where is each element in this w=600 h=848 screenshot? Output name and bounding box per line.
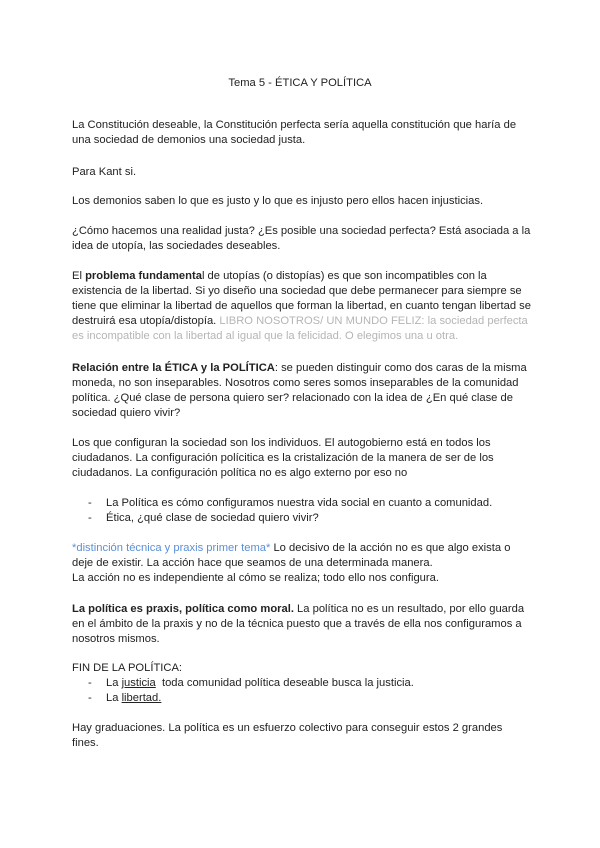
text-bold: problema fundamenta	[85, 270, 202, 282]
underlined-term: libertad.	[121, 692, 162, 704]
text-normal: Lo decisivo de la acción no es que algo exista o deje de existir. La acción hace que seamos de una determinada manera.	[72, 542, 511, 569]
paragraph-demonios: Los demonios saben lo que es justo y lo que es injusto pero ellos hacen injusticias.	[72, 195, 484, 207]
list-dash: -	[88, 677, 92, 689]
list-item-text: Ética, ¿qué clase de sociedad quiero vivir?	[106, 512, 319, 524]
paragraph-configuran: Los que configuran la sociedad son los individuos. El autogobierno está en todos los ciudadanos. La configuración polícitica es la cristalización de la manera de ser de los ciudadanos. La configuración política no es algo externo por eso no	[72, 437, 494, 479]
list-item-text: La	[106, 677, 122, 689]
paragraph-graduaciones: Hay graduaciones. La política es un esfuerzo colectivo para conseguir estos 2 grandes fines.	[72, 722, 503, 749]
list-item-text: toda comunidad política deseable busca la justicia.	[155, 677, 414, 689]
text-bold: Relación entre la ÉTICA y la POLÍTICA	[72, 362, 275, 374]
paragraph-accion	[72, 541, 532, 586]
text-normal: La acción no es independiente al cómo se realiza; todo ello nos configura.	[72, 572, 439, 584]
text-normal: La política no es un resultado, por ello guarda en el ámbito de la praxis y no de la técnica puesto que a través de ella nos configuramos a nosotros mismos.	[72, 603, 525, 645]
paragraph-problema-fundamental	[72, 269, 532, 344]
list-item	[88, 496, 528, 511]
text-normal: l de utopías (o distopías) es que son incompatibles con la existencia de la libertad. Si yo diseño una sociedad que debe permanecer para siempre se tiene que eliminar la libertad de aquellos que forman la libertad, en cuanto tengan libertad se destruirá esa utopía/distopía.	[72, 270, 531, 327]
text-normal: El	[72, 270, 86, 282]
text-normal: : se pueden distinguir como dos caras de la misma moneda, no son inseparables. Nosotros como seres somos inseparables de la comunidad política. ¿Qué clase de persona quiero ser? relacionado con la idea de ¿En qué clase de sociedad quiero vivir?	[72, 362, 527, 419]
text-blue-note: *distinción técnica y praxis primer tema*	[72, 542, 271, 554]
list-dash: -	[88, 497, 92, 509]
underlined-term: justicia	[121, 677, 156, 689]
list-item	[88, 691, 528, 706]
list-item-text: La	[106, 692, 122, 704]
document-title: Tema 5 - ÉTICA Y POLÍTICA	[228, 77, 372, 89]
list-dash: -	[88, 512, 92, 524]
paragraph-etica-politica	[72, 361, 532, 421]
list-item-text: La Política es cómo configuramos nuestra vida social en cuanto a comunidad.	[106, 497, 493, 509]
fin-heading: FIN DE LA POLÍTICA:	[72, 662, 183, 674]
paragraph-realidad-justa: ¿Cómo hacemos una realidad justa? ¿Es posible una sociedad perfecta? Está asociada a la idea de utopía, las sociedades deseables.	[72, 225, 531, 252]
paragraph-praxis	[72, 602, 532, 647]
list-dash: -	[88, 692, 92, 704]
paragraph-constitucion: La Constitución deseable, la Constitución perfecta sería aquella constitución que haría de una sociedad de demonios una sociedad justa.	[72, 119, 517, 146]
text-bold: La política es praxis, política como moral.	[72, 603, 294, 615]
list-item	[88, 511, 528, 526]
list-item	[88, 676, 528, 691]
text-grey-note: LIBRO NOSOTROS/ UN MUNDO FELIZ: la sociedad perfecta es incompatible con la libertad al igual que la felicidad. O elegimos una u otra.	[72, 315, 528, 342]
paragraph-kant: Para Kant si.	[72, 166, 137, 178]
